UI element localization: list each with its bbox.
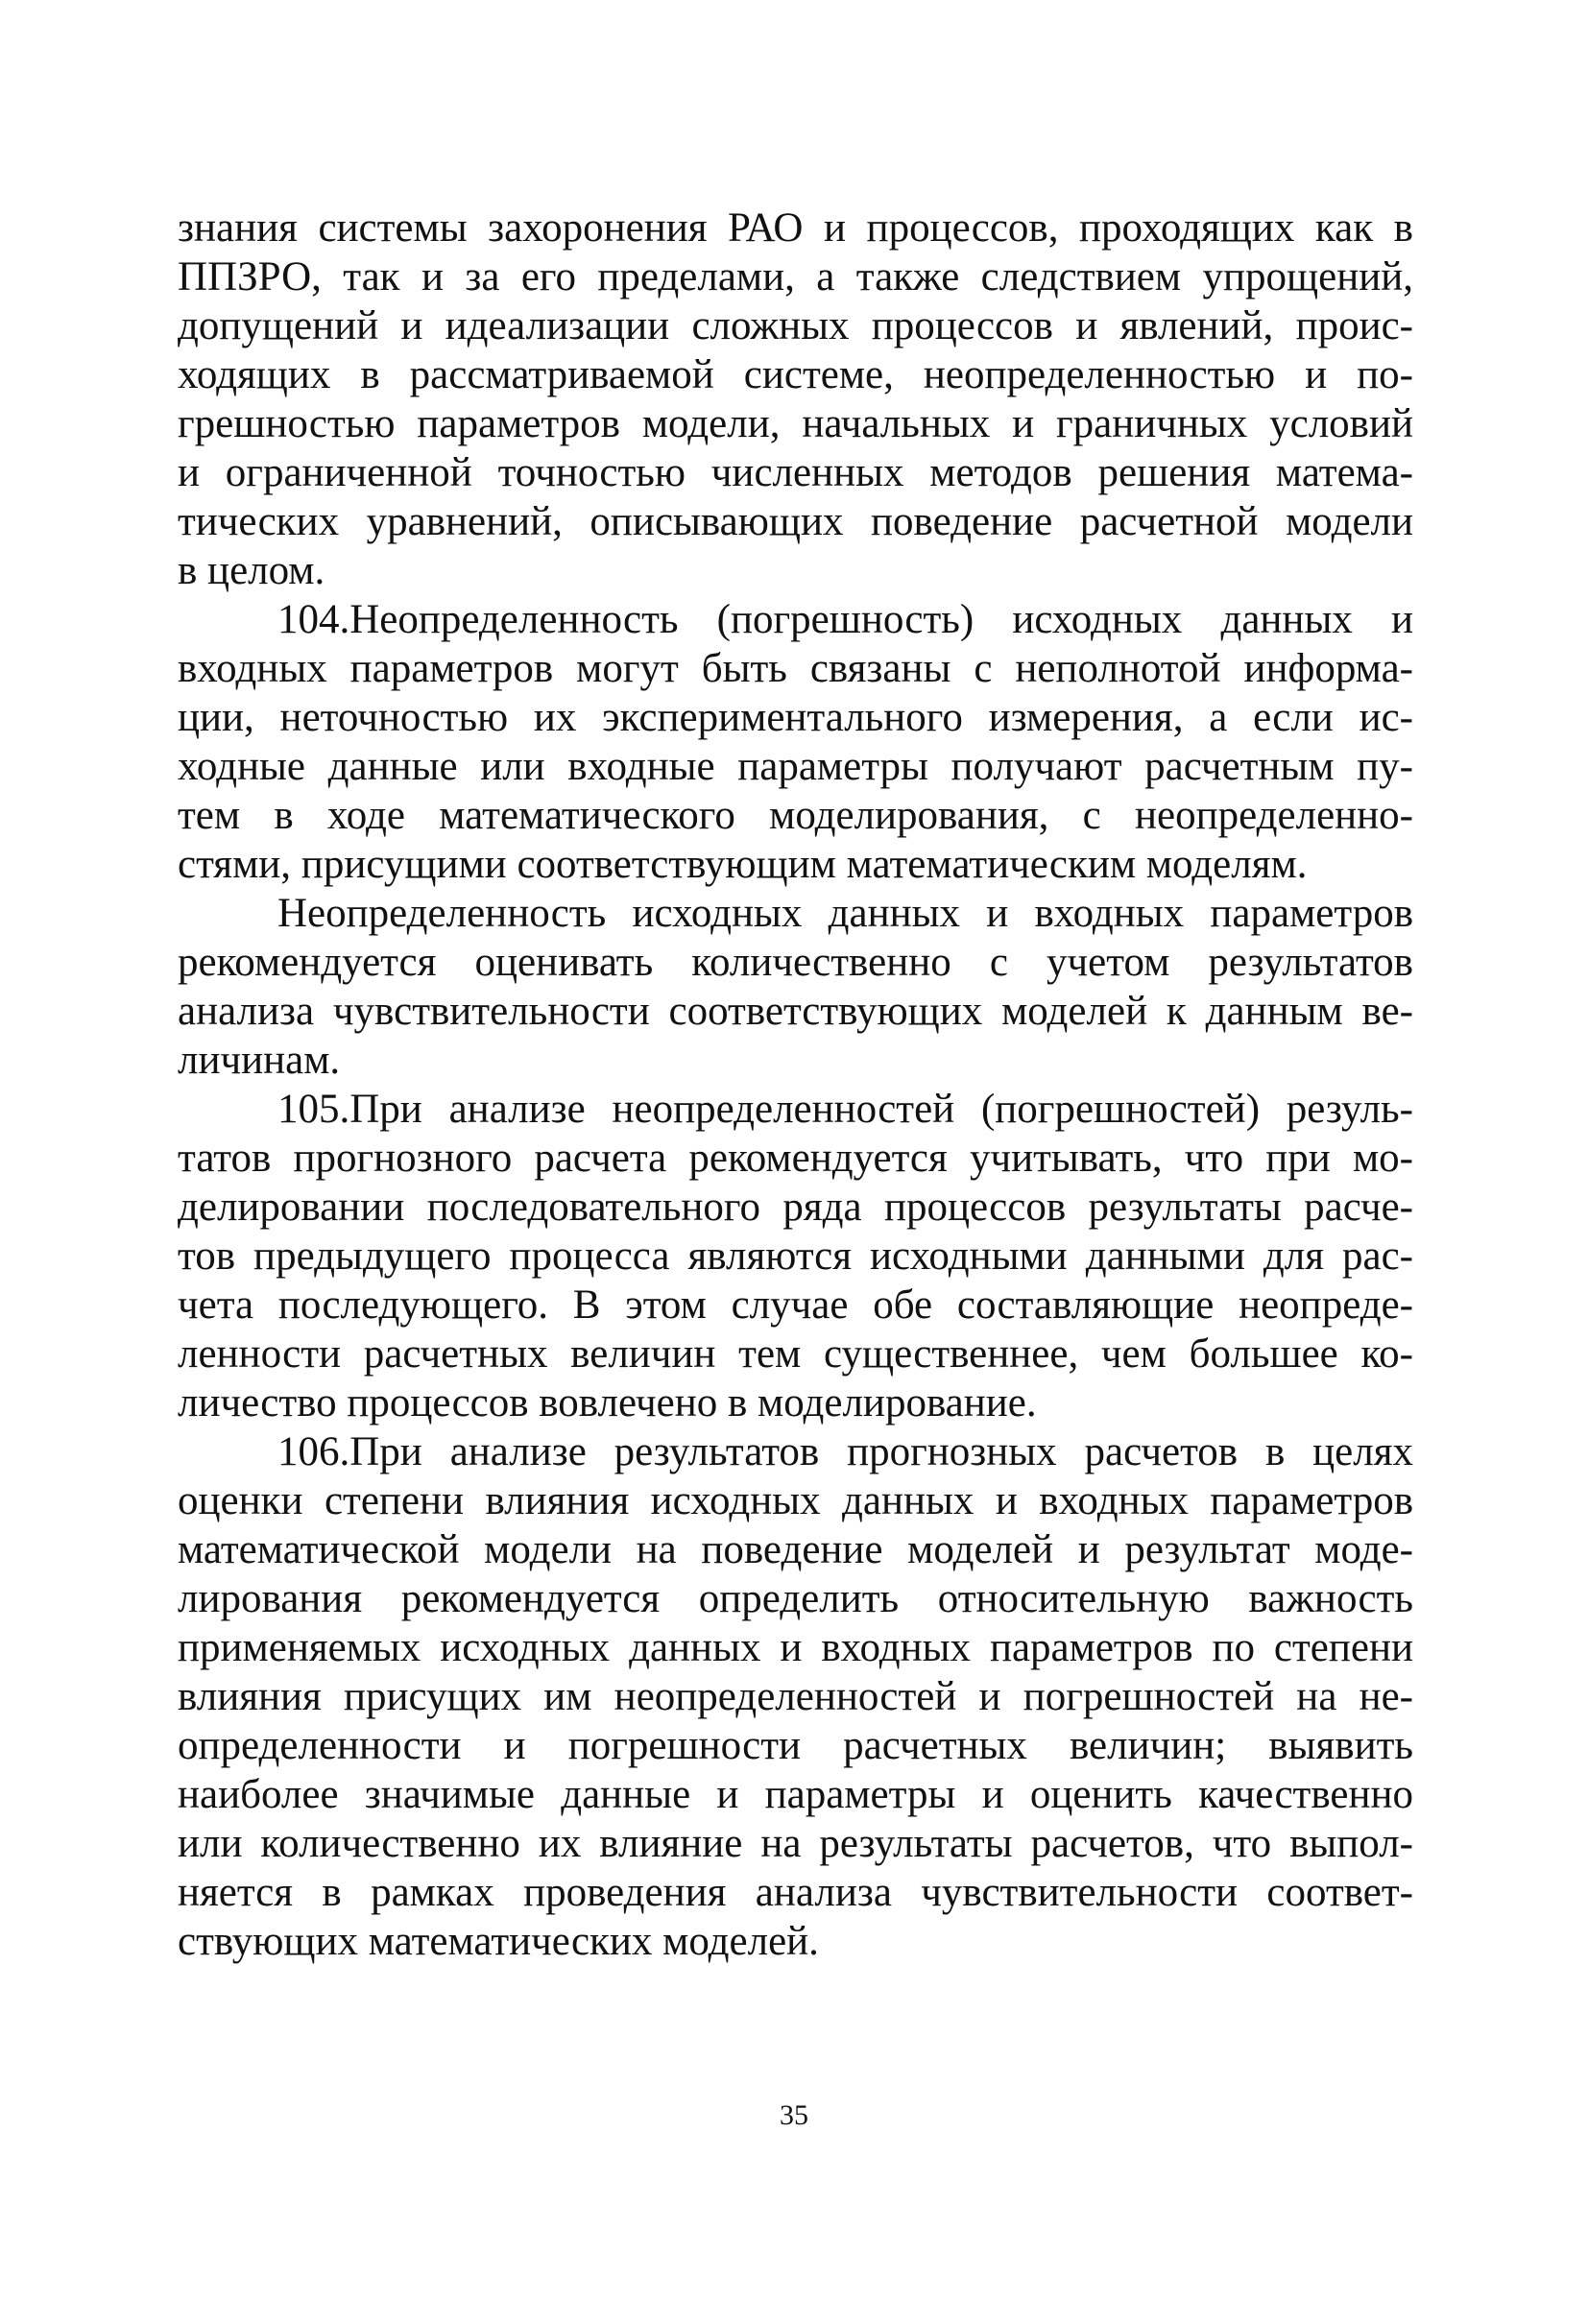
text-line: 104.Неопределенность (погрешность) исходных данных и [277,597,1413,642]
paragraph [178,889,1413,1085]
text-line: определенности и погрешности расчетных величин; выявить [178,1723,1413,1768]
text-line: оценки степени влияния исходных данных и входных параметров [178,1478,1413,1523]
text-line: стями, присущими соответствующим математическим моделям. [178,842,1308,887]
text-line: ции, неточностью их экспериментального измерения, а если ис- [178,695,1413,740]
text-line: допущений и идеализации сложных процессов и явлений, проис- [178,303,1413,348]
text-line: делировании последовательного ряда процессов результаты расче- [178,1185,1413,1230]
text-line: ленности расчетных величин тем существеннее, чем большее ко- [178,1331,1413,1377]
text-line: математической модели на поведение моделей и результат моде- [178,1527,1413,1572]
paragraph [178,1427,1413,1966]
paragraph [178,1085,1413,1427]
text-line: применяемых исходных данных и входных параметров по степени [178,1625,1413,1670]
text-line: тов предыдущего процесса являются исходными данными для рас- [178,1234,1413,1279]
text-line: или количественно их влияние на результаты расчетов, что выпол- [178,1821,1413,1866]
text-line: лирования рекомендуется определить относительную важность [178,1576,1413,1621]
body-text [178,204,1413,1966]
text-line: и ограниченной точностью численных методов решения матема- [178,450,1413,495]
text-line: грешностью параметров модели, начальных и граничных условий [178,401,1413,446]
text-line: наиболее значимые данные и параметры и оценить качественно [178,1772,1413,1817]
text-line: личество процессов вовлечено в моделирование. [178,1380,1037,1426]
text-line: ходные данные или входные параметры получают расчетным пу- [178,744,1413,789]
page-number: 35 [780,2099,808,2131]
text-line: татов прогнозного расчета рекомендуется учитывать, что при мо- [178,1136,1413,1181]
text-line: тем в ходе математического моделирования, с неопределенно- [178,793,1413,838]
paragraph [178,595,1413,889]
text-line: чета последующего. В этом случае обе составляющие неопреде- [178,1282,1413,1328]
text-line: влияния присущих им неопределенностей и погрешностей на не- [178,1674,1413,1719]
text-line: няется в рамках проведения анализа чувствительности соответ- [178,1870,1413,1915]
text-line: Неопределенность исходных данных и входных параметров [277,891,1413,936]
text-line: ствующих математических моделей. [178,1919,819,1964]
text-line: входных параметров могут быть связаны с неполнотой информа- [178,646,1413,691]
text-line: анализа чувствительности соответствующих моделей к данным ве- [178,989,1413,1034]
text-line: личинам. [178,1038,341,1083]
text-line: 105.При анализе неопределенностей (погрешностей) резуль- [277,1087,1413,1132]
text-line: ходящих в рассматриваемой системе, неопределенностью и по- [178,352,1413,397]
text-line: ППЗРО, так и за его пределами, а также следствием упрощений, [178,254,1413,299]
text-line: тических уравнений, описывающих поведение расчетной модели [178,499,1413,544]
paragraph [178,204,1413,595]
text-line: в целом. [178,548,325,593]
text-line: знания системы захоронения РАО и процессов, проходящих как в [178,205,1413,251]
text-line: 106.При анализе результатов прогнозных расчетов в целях [277,1429,1413,1474]
text-line: рекомендуется оценивать количественно с учетом результатов [178,940,1413,985]
